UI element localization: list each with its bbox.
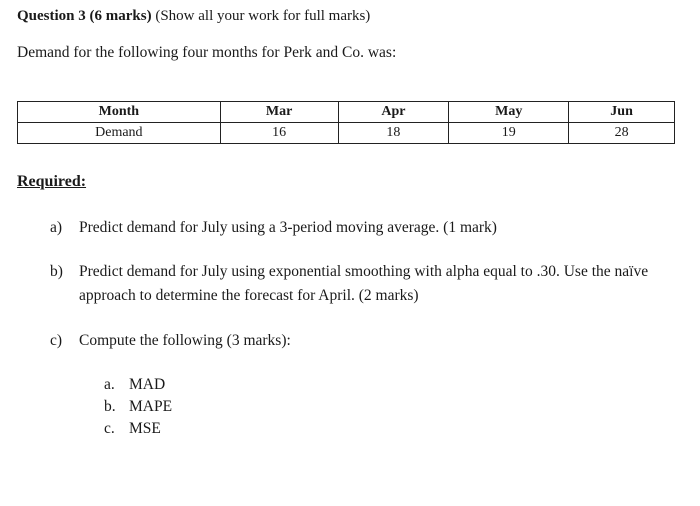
header-cell-month: Month [18, 102, 221, 123]
intro-text: Demand for the following four months for Perk and Co. was: [17, 44, 397, 61]
part-a-label: a) [50, 219, 63, 236]
cell-demand-mar: 16 [220, 123, 338, 144]
subpart-mad-label: a. [104, 376, 115, 393]
part-b-text: Predict demand for July using exponential smoothing with alpha equal to .30. Use the naïve approach to determine the forecast for April. (2 marks) [79, 263, 649, 304]
part-a-text: Predict demand for July using a 3-period moving average. (1 mark) [79, 219, 497, 236]
required-heading: Required: [17, 173, 87, 190]
header-cell-mar: Mar [220, 102, 338, 123]
question-heading [17, 8, 370, 25]
part-b [50, 260, 669, 308]
question-title: Question 3 (6 marks) [17, 8, 152, 24]
subpart-mad-text: MAD [129, 376, 166, 393]
header-cell-jun: Jun [569, 102, 675, 123]
table-header-row [18, 102, 675, 123]
subpart-mape-text: MAPE [129, 398, 173, 415]
table-row [18, 123, 675, 144]
part-c [50, 329, 669, 353]
header-cell-may: May [449, 102, 569, 123]
subpart-mape [104, 396, 172, 418]
header-cell-apr: Apr [338, 102, 449, 123]
subpart-mse-text: MSE [129, 420, 161, 437]
cell-demand-apr: 18 [338, 123, 449, 144]
subpart-mape-label: b. [104, 398, 116, 415]
part-b-label: b) [50, 263, 63, 280]
row-label-demand: Demand [18, 123, 221, 144]
subpart-mse [104, 418, 161, 440]
subpart-mad [104, 374, 165, 396]
part-a [50, 216, 669, 240]
part-c-text: Compute the following (3 marks): [79, 332, 291, 349]
demand-table [17, 101, 675, 144]
cell-demand-may: 19 [449, 123, 569, 144]
part-c-label: c) [50, 332, 63, 349]
subpart-mse-label: c. [104, 420, 115, 437]
question-instruction: (Show all your work for full marks) [155, 8, 371, 24]
cell-demand-jun: 28 [569, 123, 675, 144]
